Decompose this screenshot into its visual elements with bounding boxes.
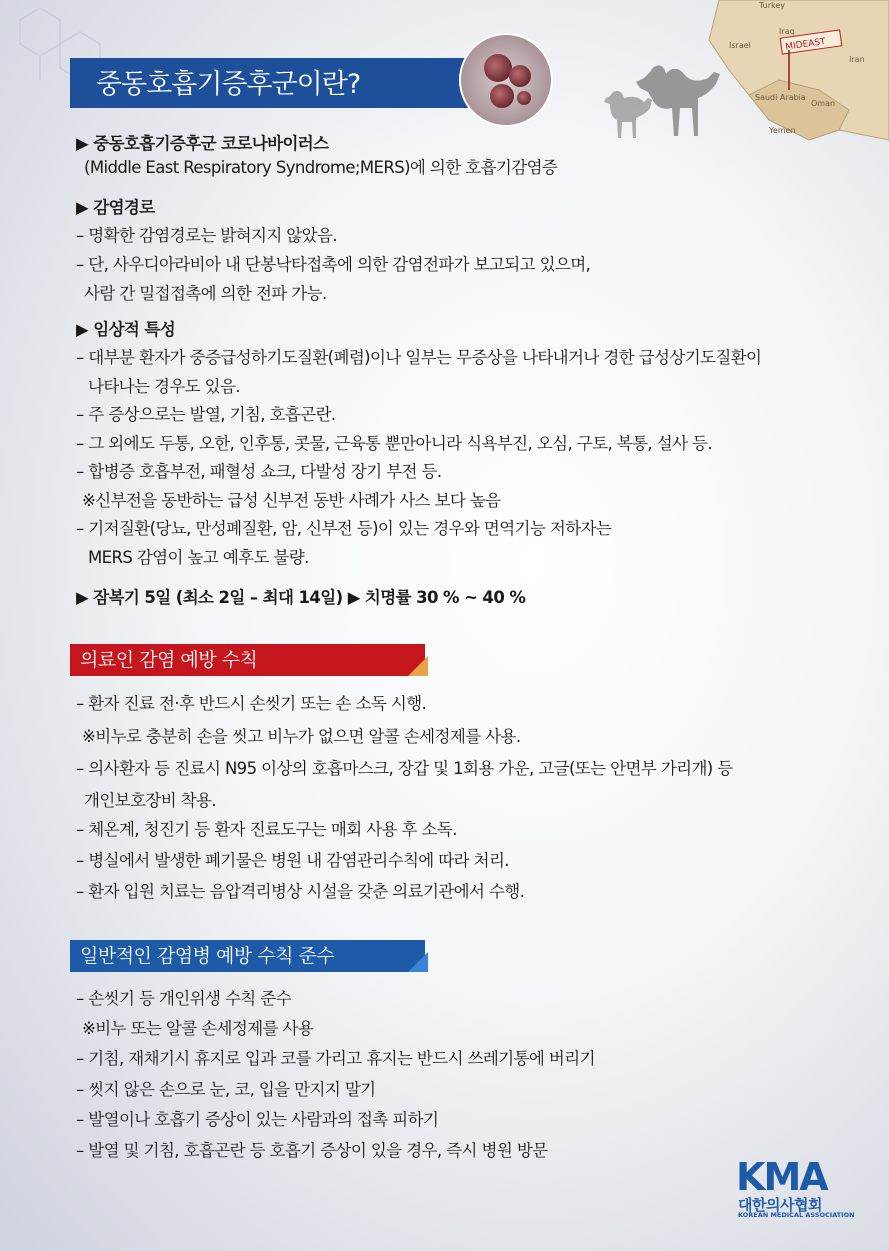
medical-item: – 병실에서 발생한 폐기물은 병원 내 감염관리수칙에 따라 처리. <box>76 851 509 870</box>
general-prevention-heading: 일반적인 감염병 예방 수칙 준수 <box>70 940 425 972</box>
route-heading: ▶ 감염경로 <box>76 198 155 217</box>
medical-item: – 체온계, 청진기 등 환자 진료도구는 매회 사용 후 소독. <box>76 820 457 839</box>
medical-prevention-heading: 의료인 감염 예방 수칙 <box>70 644 425 676</box>
map-label-oman: Oman <box>811 99 836 108</box>
medical-note: ※비누로 충분히 손을 씻고 비누가 없으면 알콜 손세정제를 사용. <box>82 727 521 746</box>
intro-line-2: (Middle East Respiratory Syndrome;MERS)에 의한 호흡기감염증 <box>84 158 558 177</box>
map-label-yemen: Yemen <box>769 126 796 135</box>
clinical-item: – 합병증 호흡부전, 패혈성 쇼크, 다발성 장기 부전 등. <box>76 462 442 481</box>
medical-item: – 환자 진료 전·후 반드시 손씻기 또는 손 소독 시행. <box>76 694 427 713</box>
incubation-fatality-summary: ▶ 잠복기 5일 (최소 2일 – 최대 14일) ▶ 치명률 30 % ~ 40 % <box>76 588 526 607</box>
clinical-heading: ▶ 임상적 특성 <box>76 320 176 339</box>
clinical-item: – 주 증상으로는 발열, 기침, 호흡곤란. <box>76 405 336 424</box>
general-item: – 손씻기 등 개인위생 수칙 준수 <box>76 989 291 1008</box>
page-title: 중동호흡기증후군이란? <box>96 69 361 100</box>
map-label-iraq: Iraq <box>779 27 795 36</box>
clinical-item: MERS 감염이 높고 예후도 불량. <box>88 548 309 567</box>
map-label-mideast: MIDEAST <box>784 37 827 53</box>
route-item: 사람 간 밀접접촉에 의한 전파 가능. <box>84 284 327 303</box>
map-label-iran: Iran <box>849 55 865 64</box>
clinical-item: – 기저질환(당뇨, 만성폐질환, 암, 신부전 등)이 있는 경우와 면역기능 저하자는 <box>76 519 612 538</box>
banner-corner-decoration <box>408 952 428 972</box>
general-item: – 발열 및 기침, 호흡곤란 등 호흡기 증상이 있을 경우, 즉시 병원 방문 <box>76 1141 548 1160</box>
route-item: – 단, 사우디아라비아 내 단봉낙타접촉에 의한 감염전파가 보고되고 있으며, <box>76 255 591 274</box>
banner-corner-decoration <box>408 656 428 676</box>
map-label-saudi-arabia: Saudi Arabia <box>755 93 806 102</box>
kma-logo: KMA <box>736 1155 827 1199</box>
kma-logo-korean: 대한의사협회 <box>738 1196 822 1214</box>
map-label-turkey: Turkey <box>759 1 786 10</box>
medical-item: 개인보호장비 착용. <box>84 791 217 810</box>
general-item: – 기침, 재채기시 휴지로 입과 코를 가리고 휴지는 반드시 쓰레기통에 버리기 <box>76 1049 595 1068</box>
kma-logo-english: KOREAN MEDICAL ASSOCIATION <box>738 1211 855 1219</box>
clinical-item: 나타나는 경우도 있음. <box>88 377 240 396</box>
camel-silhouette-icon <box>600 52 740 142</box>
coronavirus-icon <box>458 32 554 128</box>
general-item: – 씻지 않은 손으로 눈, 코, 입을 만지지 말기 <box>76 1080 376 1099</box>
intro-line-1: ▶ 중동호흡기증후군 코로나바이러스 <box>76 134 329 153</box>
route-item: – 명확한 감염경로는 밝혀지지 않았음. <box>76 226 337 245</box>
medical-item: – 의사환자 등 진료시 N95 이상의 호흡마스크, 장갑 및 1회용 가운, 고글(또는 안면부 가리개) 등 <box>76 759 733 778</box>
medical-item: – 환자 입원 치료는 음압격리병상 시설을 갖춘 의료기관에서 수행. <box>76 882 525 901</box>
map-label-israel: Israel <box>729 41 751 50</box>
clinical-note: ※신부전을 동반하는 급성 신부전 동반 사례가 사스 보다 높음 <box>82 491 501 510</box>
clinical-item: – 대부분 환자가 중증급성하기도질환(폐렴)이나 일부는 무증상을 나타내거나 경한 급성상기도질환이 <box>76 348 762 367</box>
general-note: ※비누 또는 알콜 손세정제를 사용 <box>82 1019 314 1038</box>
general-item: – 발열이나 호흡기 증상이 있는 사람과의 접촉 피하기 <box>76 1110 439 1129</box>
clinical-item: – 그 외에도 두통, 오한, 인후통, 콧물, 근육통 뿐만아니라 식욕부진, 오심, 구토, 복통, 설사 등. <box>76 434 713 453</box>
